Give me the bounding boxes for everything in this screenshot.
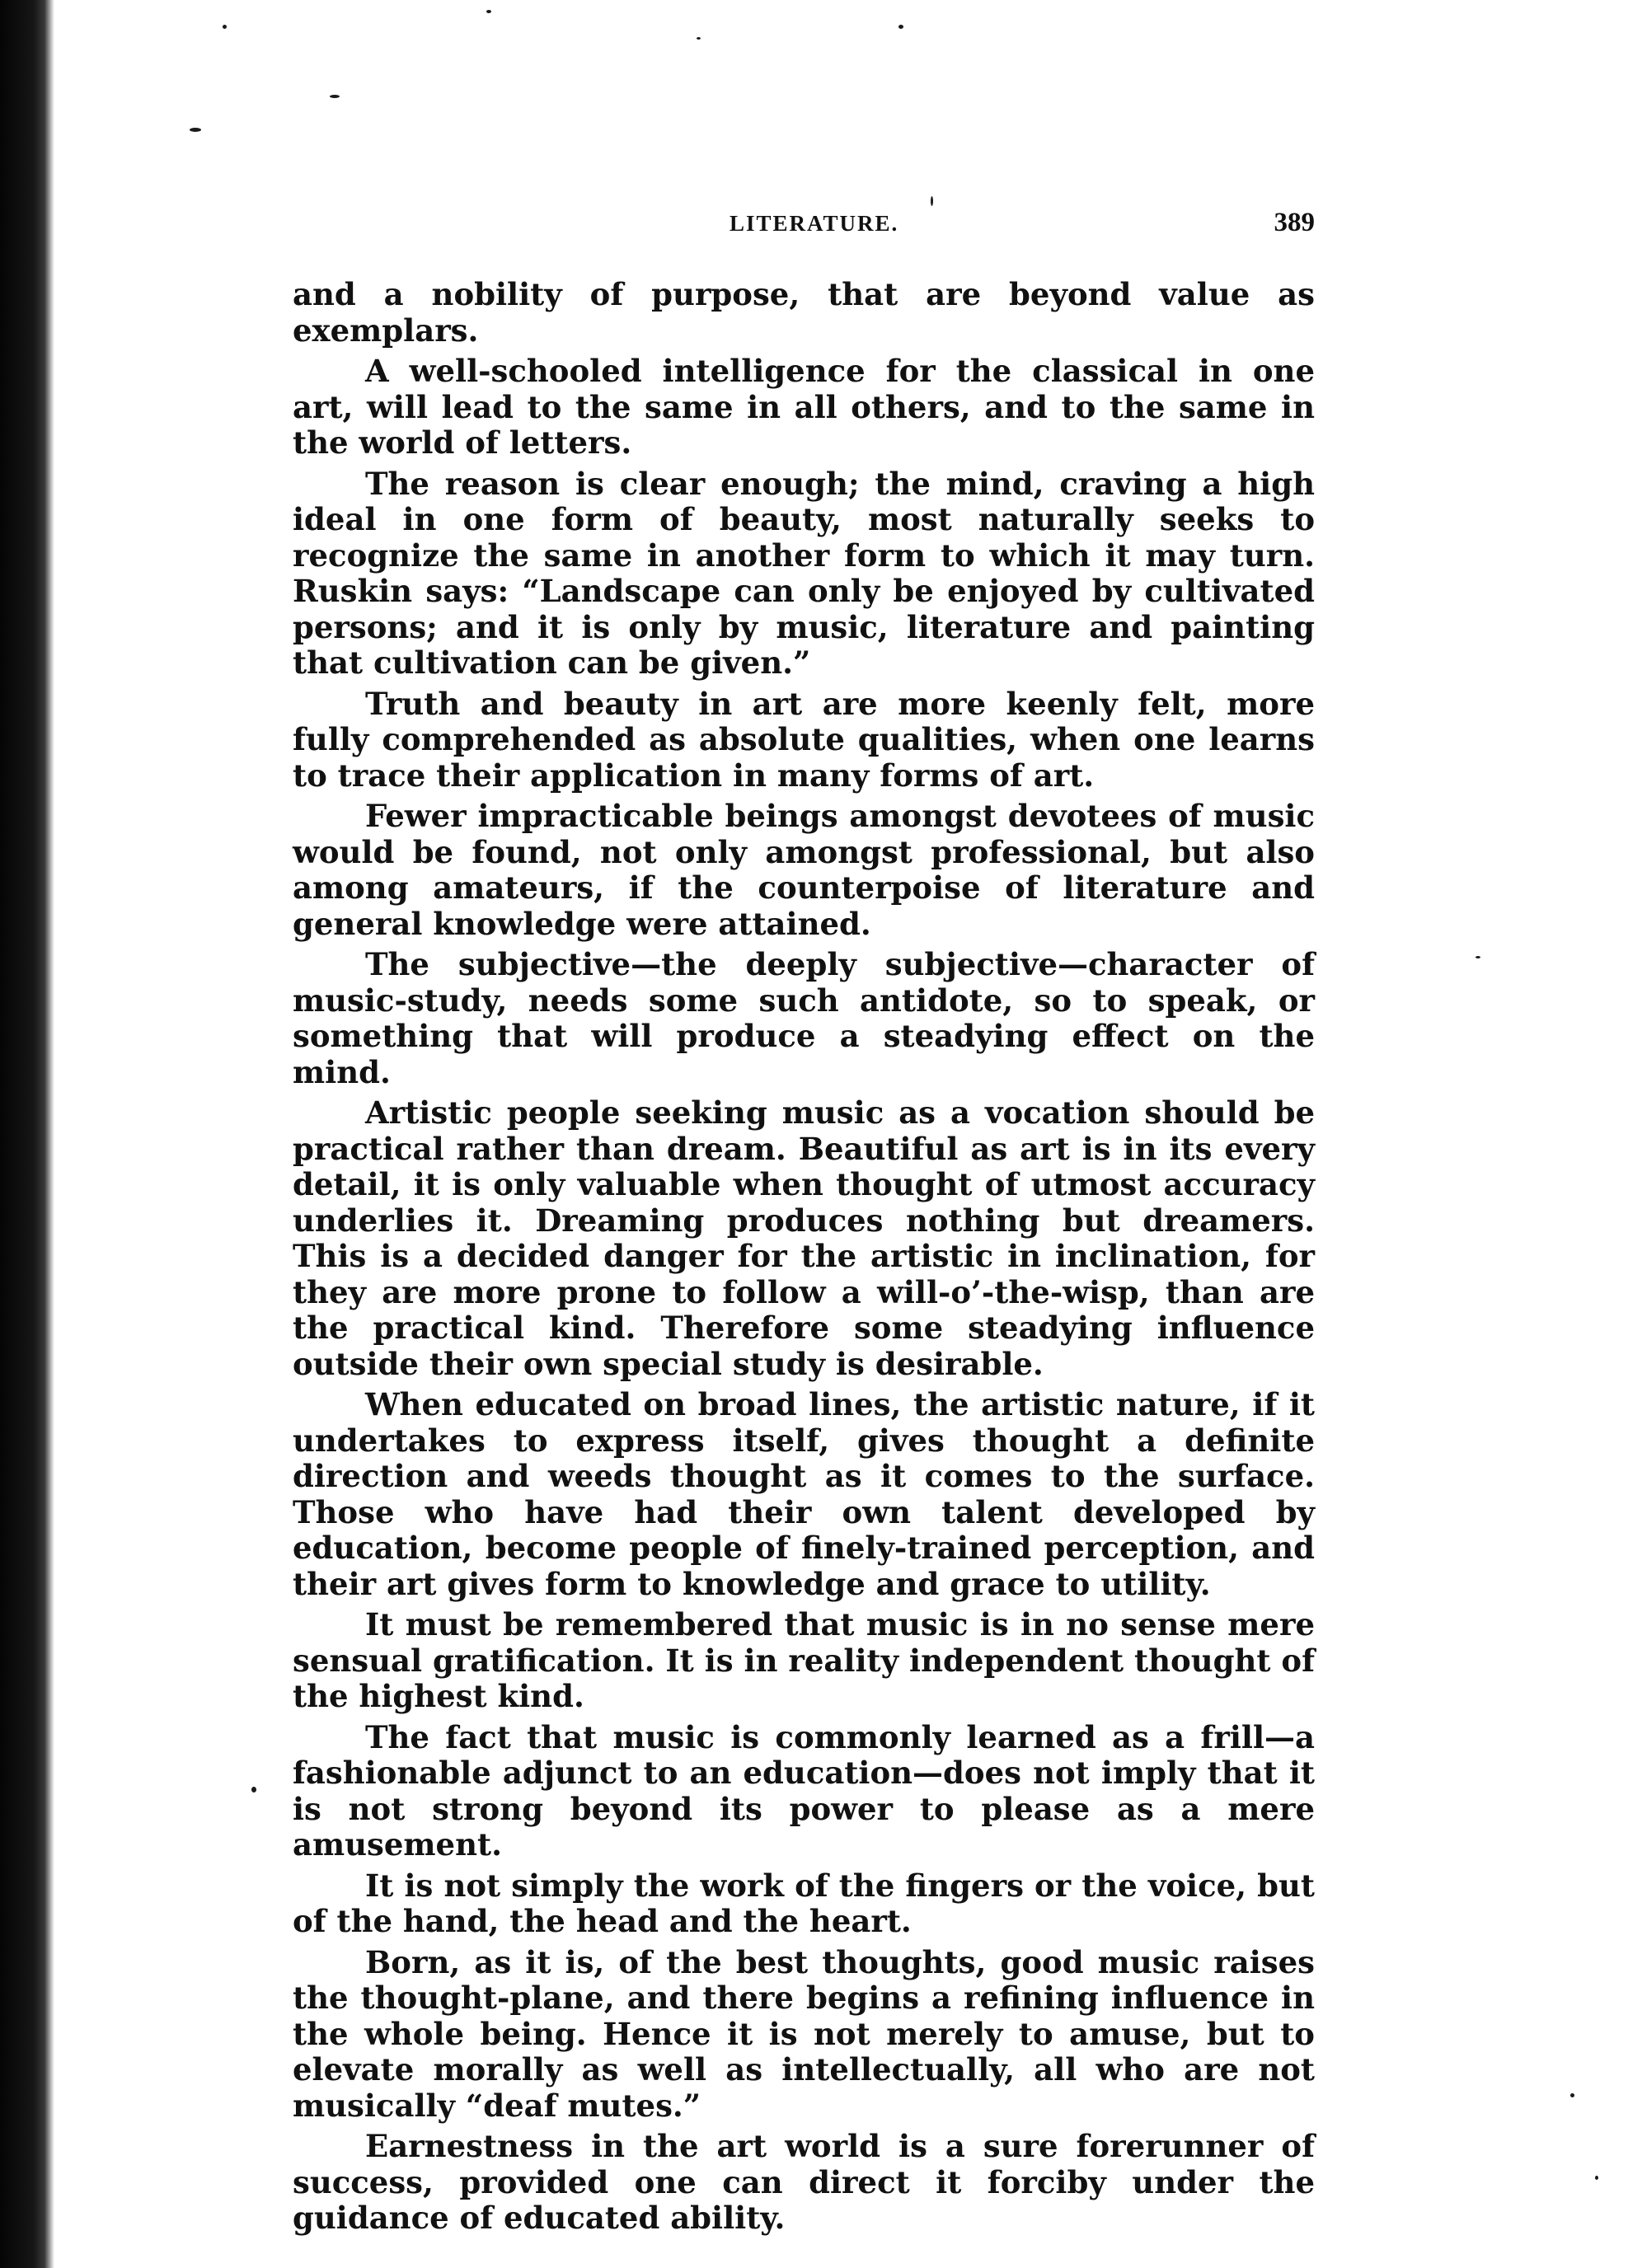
ink-speck	[931, 196, 933, 206]
paragraph: When educated on broad lines, the artistic nature, if it undertakes to express itself, gives thought a definite direction and weeds thought as it comes to the surface. Those who have had their own talent developed by education, become people of finely-trained perception, and their art gives form to knowledge and grace to utility.	[293, 1386, 1315, 1602]
paragraph: It is not simply the work of the fingers or the voice, but of the hand, the head and the heart.	[293, 1867, 1315, 1939]
paragraph: The fact that music is commonly learned as a frill—a fashionable adjunct to an education—does not imply that it is not strong beyond its power to please as a mere amusement.	[293, 1718, 1315, 1863]
ink-speck	[898, 25, 903, 29]
ink-speck	[251, 1787, 256, 1792]
running-title: LITERATURE.	[730, 211, 899, 236]
ink-speck	[1595, 2176, 1598, 2180]
paragraph: Fewer impracticable beings amongst devotees of music would be found, not only amongst professional, but also among amateurs, if the counterpoise of literature and general knowledge were attained.	[293, 798, 1315, 942]
paragraph: Artistic people seeking music as a vocation should be practical rather than dream. Beautiful as art is in its every detail, it is only valuable when thought of utmost accuracy underlies it. Dreaming produces nothing but dreamers. This is a decided danger for the artistic in inclination, for they are more prone to follow a will-o’-the-wisp, than are the practical kind. Therefore some steadying influence outside their own special study is desirable.	[293, 1094, 1315, 1382]
ink-speck	[223, 25, 227, 29]
ink-speck	[1570, 2093, 1574, 2097]
paragraph: A well-schooled intelligence for the classical in one art, will lead to the same in all others, and to the same in the world of letters.	[293, 353, 1315, 461]
binding-edge-shadow	[0, 0, 54, 2268]
running-head	[293, 208, 1315, 241]
paragraph: and a nobility of purpose, that are beyond value as exemplars.	[293, 276, 1315, 349]
ink-speck	[330, 95, 340, 98]
ink-speck	[190, 128, 201, 132]
ink-speck	[1476, 956, 1480, 958]
page-number: 389	[1274, 208, 1315, 237]
paragraph: Born, as it is, of the best thoughts, good music raises the thought-plane, and there begins a refining influence in the whole being. Hence it is not merely to amuse, but to elevate morally as well as intellectually, all who are not musically “deaf mutes.”	[293, 1943, 1315, 2124]
paragraph: The reason is clear enough; the mind, craving a high ideal in one form of beauty, most naturally seeks to recognize the same in another form to which it may turn. Ruskin says: “Landscape can only be enjoyed by cultivated persons; and it is only by music, literature and painting that cultivation can be given.”	[293, 465, 1315, 681]
paragraph: It must be remembered that music is in no sense mere sensual gratification. It is in reality independent thought of the highest kind.	[293, 1606, 1315, 1714]
ink-speck	[486, 10, 491, 13]
paragraph: The subjective—the deeply subjective—character of music-study, needs some such antidote, so to speak, or something that will produce a steadying effect on the mind.	[293, 946, 1315, 1090]
ink-speck	[697, 37, 701, 40]
paragraph: Earnestness in the art world is a sure forerunner of success, provided one can direct it forciby under the guidance of educated ability.	[293, 2128, 1315, 2236]
paragraph: Truth and beauty in art are more keenly felt, more fully comprehended as absolute qualities, when one learns to trace their application in many forms of art.	[293, 685, 1315, 794]
book-page	[293, 208, 1315, 2242]
